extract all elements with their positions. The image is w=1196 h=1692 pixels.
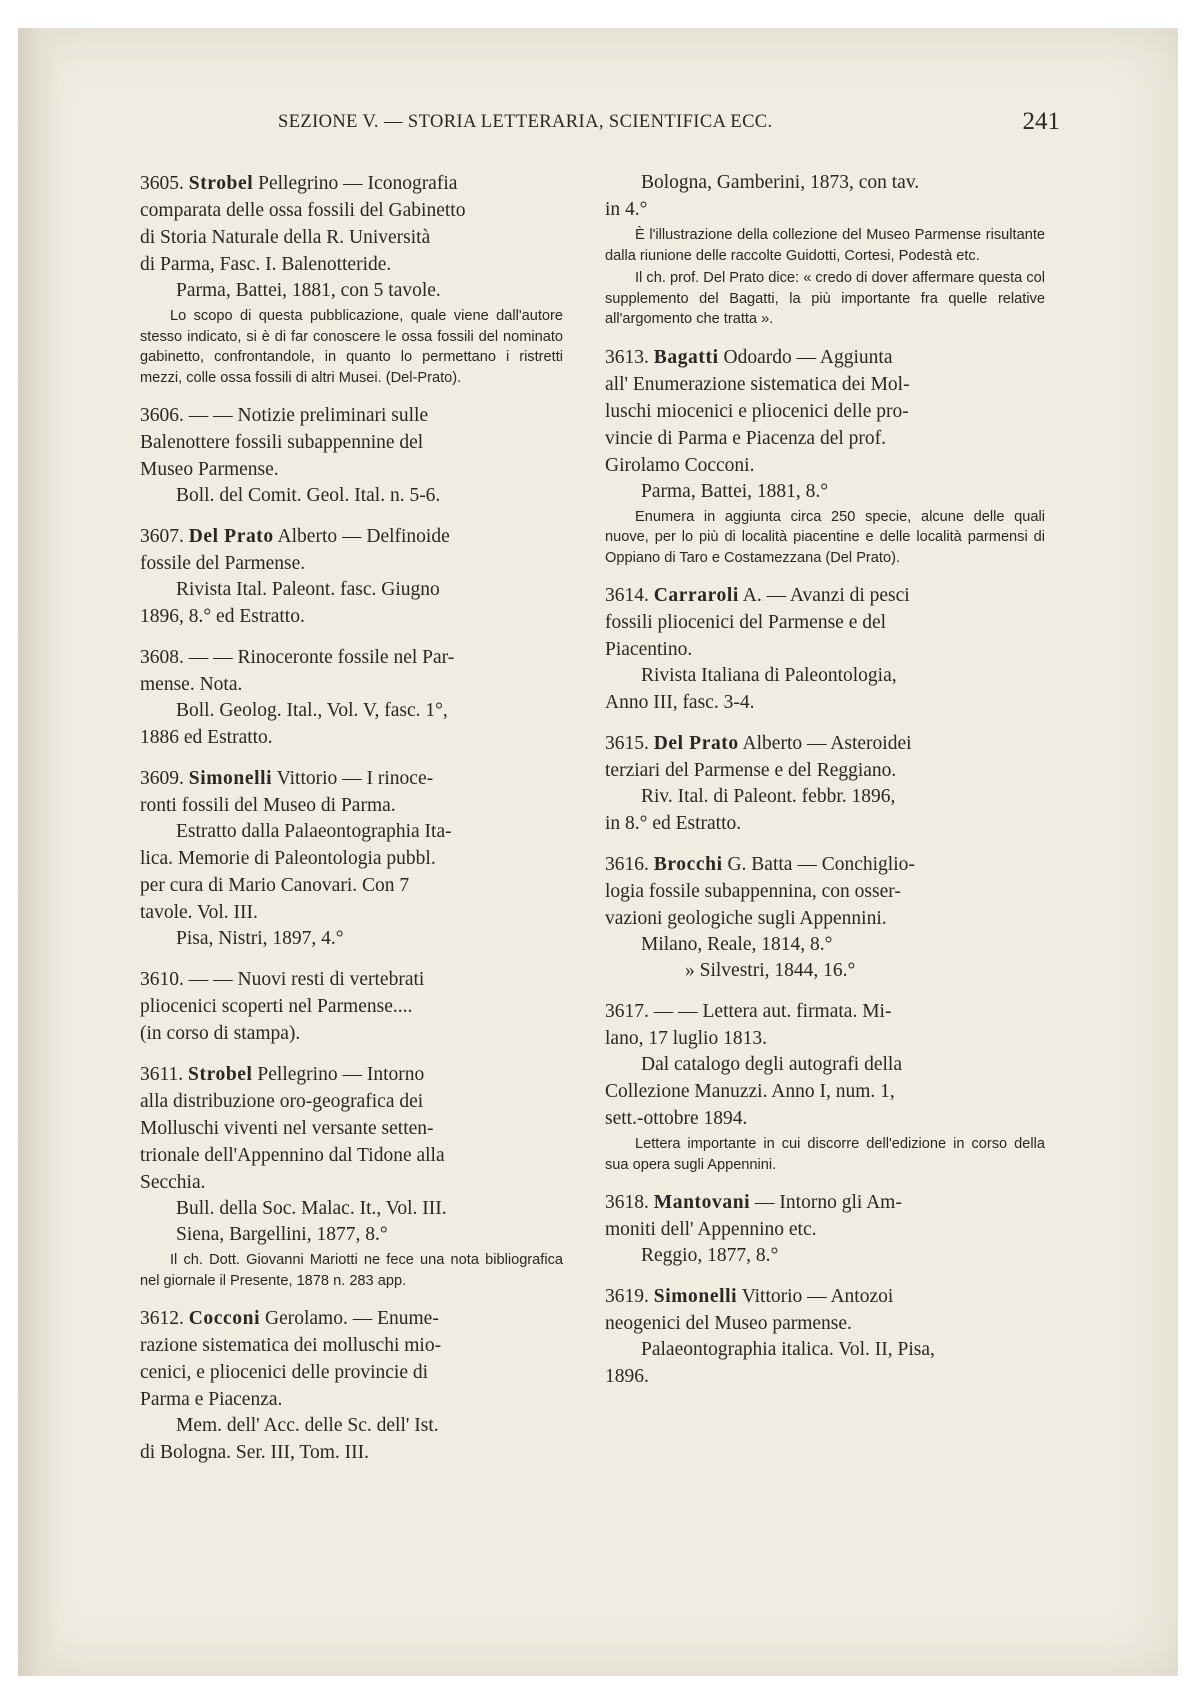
entry-author: Del Prato [188, 526, 274, 547]
entry-title-line: Museo Parmense. [140, 459, 279, 480]
entry-3608 [140, 644, 563, 751]
entry-title-line: razione sistematica dei molluschi mio- [140, 1335, 442, 1356]
entry-title-line: alla distribuzione oro-geografica dei [140, 1091, 424, 1112]
right-column [605, 170, 1045, 1404]
entry-publication-line: 1896, 8.° ed Estratto. [140, 606, 305, 627]
entry-title-line: Molluschi viventi nel versante setten- [140, 1118, 434, 1139]
entry-publication: Pisa, Nistri, 1897, 4.° [176, 928, 344, 949]
entry-number: 3607. [140, 526, 184, 547]
entry-title-line: (in corso di stampa). [140, 1023, 301, 1044]
entry-publication: Mem. dell' Acc. delle Sc. dell' Ist. [176, 1415, 439, 1436]
entry-author: Bagatti [653, 346, 719, 368]
entry-publication: Boll. Geolog. Ital., Vol. V, fasc. 1°, [176, 700, 448, 721]
entry-title-line: pliocenici scoperti nel Parmense.... [140, 996, 413, 1017]
entry-title-line: comparata delle ossa fossili del Gabinetto [140, 200, 466, 221]
entry-number: 3606. [140, 405, 184, 426]
entry-3613 [605, 344, 1045, 569]
entry-note: È l'illustrazione della collezione del Museo Parmense risultante dalla riunione delle raccolte Guidotti, Cortesi, Podestà etc. [605, 227, 1045, 264]
entry-author: Simonelli [653, 1286, 738, 1307]
entry-number: 3614. [605, 585, 649, 606]
entry-publication: » Silvestri, 1844, 16.° [685, 960, 856, 981]
entry-number: 3610. [140, 969, 184, 990]
entry-number: 3619. [605, 1286, 649, 1307]
entry-title: Gerolamo. — Enume- [260, 1308, 439, 1329]
entry-number: 3609. [140, 768, 184, 789]
entry-author: Simonelli [188, 768, 273, 789]
entry-number: 3605. [140, 173, 184, 194]
entry-number: 3611. [140, 1064, 184, 1085]
page-number: 241 [1022, 108, 1060, 135]
entry-note: Lo scopo di questa pubblicazione, quale viene dall'autore stesso indicato, si è di far conoscere le ossa fossili del nominato gabinetto, confrontandole, in quanto lo permettano i ristretti mezzi, colle ossa fossili di altri Musei. (Del-Prato). [140, 308, 563, 386]
entry-number: 3612. [140, 1308, 184, 1329]
entry-publication: Boll. del Comit. Geol. Ital. n. 5-6. [176, 485, 441, 506]
entry-title: — Intorno gli Am- [750, 1192, 902, 1213]
entry-number: 3615. [605, 733, 649, 754]
entry-title: — — Nuovi resti di vertebrati [183, 969, 425, 990]
entry-publication: Estratto dalla Palaeontographia Ita- [176, 821, 452, 842]
entry-3612 [140, 1305, 563, 1466]
entry-title-line: terziari del Parmense e del Reggiano. [605, 760, 897, 781]
entry-author: Strobel [188, 173, 254, 194]
entry-3619 [605, 1283, 1045, 1390]
entry-title: Alberto — Asteroidei [738, 733, 912, 754]
page-spine-shadow [18, 28, 60, 1676]
entry-publication: Bologna, Gamberini, 1873, con tav. [641, 172, 920, 193]
entry-title: — — Notizie preliminari sulle [183, 405, 429, 426]
entry-publication: Dal catalogo degli autografi della [641, 1054, 902, 1075]
entry-title-line: fossile del Parmense. [140, 553, 306, 574]
entry-3607 [140, 523, 563, 630]
entry-publication: Palaeontographia italica. Vol. II, Pisa, [641, 1339, 935, 1360]
entry-title: — — Lettera aut. firmata. Mi- [648, 1001, 892, 1022]
entry-title: Pellegrino — Intorno [252, 1064, 425, 1085]
entry-title: Pellegrino — Iconografia [253, 173, 458, 194]
entry-publication: Siena, Bargellini, 1877, 8.° [176, 1224, 388, 1245]
entry-publication-line: tavole. Vol. III. [140, 902, 258, 923]
entry-note: Enumera in aggiunta circa 250 specie, alcune delle quali nuove, per lo più di località piacentine e delle località parmensi di Oppiano di Taro e Costamezzana (Del Prato). [605, 508, 1045, 566]
entry-title-line: Secchia. [140, 1172, 206, 1193]
left-column [140, 170, 563, 1480]
entry-publication-line: in 4.° [605, 199, 648, 220]
entry-publication-line: Collezione Manuzzi. Anno I, num. 1, [605, 1081, 895, 1102]
entry-number: 3617. [605, 1001, 649, 1022]
entry-title-line: moniti dell' Appennino etc. [605, 1219, 817, 1240]
entry-title: — — Rinoceronte fossile nel Par- [183, 647, 455, 668]
entry-publication: Rivista Italiana di Paleontologia, [641, 665, 897, 686]
entry-title: A. — Avanzi di pesci [738, 585, 910, 606]
entry-publication: Milano, Reale, 1814, 8.° [641, 934, 833, 955]
entry-title-line: fossili pliocenici del Parmense e del [605, 612, 887, 633]
entry-3611 [140, 1061, 563, 1291]
entry-title-line: di Parma, Fasc. I. Balenotteride. [140, 254, 392, 275]
entry-title-line: Piacentino. [605, 639, 693, 660]
entry-title: Odoardo — Aggiunta [718, 346, 893, 368]
entry-publication: Parma, Battei, 1881, con 5 tavole. [176, 280, 441, 301]
entry-title: Vittorio — Antozoi [737, 1286, 894, 1307]
entry-number: 3618. [605, 1192, 649, 1213]
entry-publication: Reggio, 1877, 8.° [641, 1245, 779, 1266]
entry-author: Mantovani [653, 1192, 751, 1213]
entry-publication: Bull. della Soc. Malac. It., Vol. III. [176, 1198, 447, 1219]
entry-title-line: mense. Nota. [140, 674, 243, 695]
entry-note: Il ch. prof. Del Prato dice: « credo di dover affermare questa col supplemento del Bagatti, la più importante fra quelle relative all'argomento che tratta ». [605, 270, 1045, 327]
entry-publication: Parma, Battei, 1881, 8.° [641, 480, 829, 502]
entry-3605 [140, 170, 563, 388]
entry-publication: Rivista Ital. Paleont. fasc. Giugno [176, 579, 440, 600]
entry-title: G. Batta — Conchiglio- [722, 854, 915, 875]
entry-number: 3608. [140, 647, 184, 668]
entry-3606 [140, 402, 563, 509]
entry-title-line: vazioni geologiche sugli Appennini. [605, 908, 887, 929]
entry-publication-line: per cura di Mario Canovari. Con 7 [140, 875, 410, 896]
entry-title: Alberto — Delfinoide [273, 526, 450, 547]
entry-3615 [605, 730, 1045, 837]
running-header [278, 108, 1060, 135]
entry-number: 3613. [605, 346, 649, 368]
entry-title-line: all' Enumerazione sistematica dei Mol- [605, 373, 910, 395]
section-title: SEZIONE V. — STORIA LETTERARIA, SCIENTIFICA ECC. [278, 112, 773, 132]
entry-title-line: logia fossile subappennina, con osser- [605, 881, 901, 902]
entry-title-line: Balenottere fossili subappennine del [140, 432, 424, 453]
entry-title-line: vincie di Parma e Piacenza del prof. [605, 427, 887, 449]
entry-title-line: neogenici del Museo parmense. [605, 1313, 852, 1334]
entry-title-line: lano, 17 luglio 1813. [605, 1028, 767, 1049]
entry-title-line: di Storia Naturale della R. Università [140, 227, 431, 248]
entry-3609 [140, 765, 563, 952]
entry-author: Del Prato [653, 733, 739, 754]
entry-3614 [605, 582, 1045, 716]
entry-title-line: trionale dell'Appennino dal Tidone alla [140, 1145, 445, 1166]
entry-title-line: luschi miocenici e pliocenici delle pro- [605, 400, 909, 422]
entry-publication-line: Anno III, fasc. 3-4. [605, 692, 755, 713]
entry-publication-line: di Bologna. Ser. III, Tom. III. [140, 1442, 369, 1463]
entry-publication-line: sett.-ottobre 1894. [605, 1108, 748, 1129]
entry-3616 [605, 851, 1045, 984]
entry-title: Vittorio — I rinoce- [272, 768, 434, 789]
entry-author: Carraroli [653, 585, 739, 606]
entry-publication-line: 1896. [605, 1366, 649, 1387]
entry-author: Strobel [188, 1064, 253, 1085]
entry-3610 [140, 966, 563, 1047]
entry-author: Cocconi [188, 1308, 261, 1329]
entry-publication-line: lica. Memorie di Paleontologia pubbl. [140, 848, 436, 869]
entry-note: Il ch. Dott. Giovanni Mariotti ne fece una nota bibliografica nel giornale il Presente, 1878 n. 283 app. [140, 1252, 563, 1289]
entry-title-line: Girolamo Cocconi. [605, 454, 755, 476]
entry-title-line: cenici, e pliocenici delle provincie di [140, 1362, 429, 1383]
entry-title-line: ronti fossili del Museo di Parma. [140, 795, 396, 816]
entry-title-line: Parma e Piacenza. [140, 1389, 283, 1410]
entry-number: 3616. [605, 854, 649, 875]
entry-3618 [605, 1189, 1045, 1269]
entry-3612-continued [605, 170, 1045, 330]
entry-publication: Riv. Ital. di Paleont. febbr. 1896, [641, 786, 896, 807]
entry-publication-line: in 8.° ed Estratto. [605, 813, 742, 834]
entry-note: Lettera importante in cui discorre dell'edizione in corso della sua opera sugli Appennini. [605, 1136, 1045, 1173]
entry-3617 [605, 998, 1045, 1175]
entry-publication-line: 1886 ed Estratto. [140, 727, 273, 748]
entry-author: Brocchi [653, 854, 723, 875]
